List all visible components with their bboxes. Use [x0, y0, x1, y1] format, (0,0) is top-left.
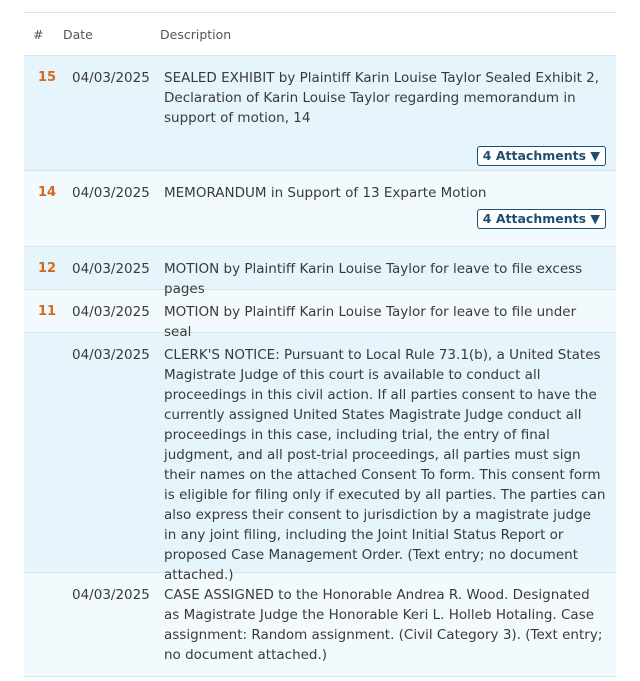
- column-header-number: #: [33, 26, 44, 42]
- table-row: [24, 290, 616, 340]
- attachments-wrap: [164, 209, 606, 229]
- entry-description-cell: [154, 68, 616, 170]
- attachments-wrap: [164, 146, 606, 166]
- entry-number: 12: [38, 261, 57, 276]
- docket-table: [24, 12, 616, 677]
- entry-number: 15: [38, 70, 57, 85]
- table-row: [24, 333, 616, 583]
- entry-description: SEALED EXHIBIT by Plaintiff Karin Louise Taylor Sealed Exhibit 2, Declaration of Karin Louise Taylor regarding memorandum in support of motion, 14: [164, 70, 600, 126]
- entry-description: MOTION by Plaintiff Karin Louise Taylor for leave to file excess pages: [164, 261, 583, 297]
- table-row: [24, 171, 616, 247]
- attachments-button[interactable]: 4 Attachments ▼: [477, 209, 606, 229]
- entry-number: 11: [38, 304, 57, 319]
- column-header-description: Description: [160, 26, 232, 42]
- entry-description: MOTION by Plaintiff Karin Louise Taylor for leave to file under seal: [164, 304, 577, 340]
- entry-description-cell: [154, 183, 616, 246]
- entry-number: [24, 345, 62, 572]
- entry-date: 04/03/2025: [72, 304, 150, 320]
- entry-date: 04/03/2025: [72, 587, 150, 603]
- entry-date: 04/03/2025: [72, 347, 150, 363]
- column-header-date: Date: [63, 26, 93, 42]
- entry-description: CASE ASSIGNED to the Honorable Andrea R. Wood. Designated as Magistrate Judge the Honorable Keri L. Holleb Hotaling. Case assignment: Random assignment. (Civil Category 3). (Text entry; no document attached.): [164, 587, 603, 663]
- entry-number: 14: [38, 185, 57, 200]
- table-row: [24, 573, 616, 677]
- attachments-button[interactable]: 4 Attachments ▼: [477, 146, 606, 166]
- entry-date: 04/03/2025: [72, 261, 150, 277]
- entry-description: CLERK'S NOTICE: Pursuant to Local Rule 73.1(b), a United States Magistrate Judge of this court is available to conduct all proceedings in this civil action. If all parties consent to have the currently assigned United States Magistrate Judge conduct all proceedings in this case, including trial, the entry of final judgment, and all post-trial proceedings, all parties must sign their names on the attached Consent To form. This consent form is eligible for filing only if executed by all parties. The parties can also express their consent to jurisdiction by a magistrate judge in any joint filing, including the Joint Initial Status Report or proposed Case Management Order. (Text entry; no document attached.): [164, 347, 606, 583]
- entry-date: 04/03/2025: [72, 185, 150, 201]
- entry-number: [24, 585, 62, 676]
- entry-description: MEMORANDUM in Support of 13 Exparte Motion: [164, 185, 487, 201]
- table-row: [24, 247, 616, 297]
- table-row: [24, 56, 616, 171]
- entry-date: 04/03/2025: [72, 70, 150, 86]
- table-header: [24, 13, 616, 56]
